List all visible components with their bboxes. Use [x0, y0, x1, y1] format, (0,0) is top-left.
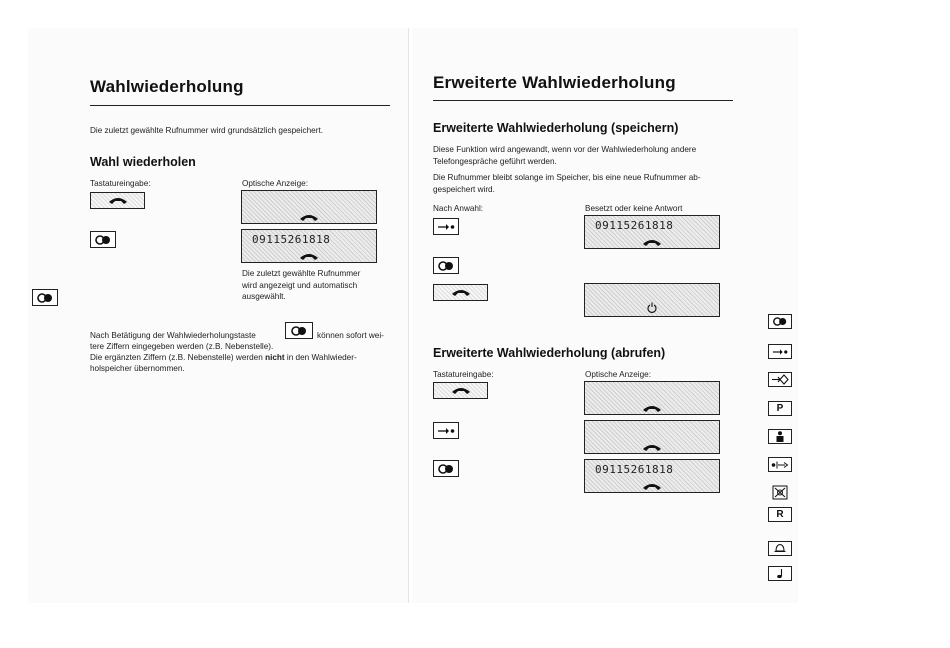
caption — [242, 268, 360, 303]
para-text: holspeicher übernommen. — [90, 364, 185, 373]
title-rule — [433, 100, 733, 101]
margin-r-icon — [768, 507, 792, 522]
inline-redial-key — [285, 322, 313, 339]
display-panel-6 — [584, 420, 720, 454]
display-number: 09115261818 — [595, 463, 674, 476]
left-page — [28, 28, 409, 603]
para-text: Die ergänzten Ziffern (z.B. Nebenstelle) werden — [90, 353, 263, 362]
para-line: Telefongespräche geführt werden. — [433, 156, 557, 166]
margin-person-icon — [768, 429, 792, 444]
label-input: Tastatureingabe: — [433, 370, 494, 379]
redial-key[interactable] — [433, 257, 459, 274]
label-after-dial: Nach Anwahl: — [433, 204, 484, 213]
redial-icon — [437, 261, 455, 271]
s1-paragraph-2 — [433, 172, 701, 195]
para-text — [90, 352, 357, 364]
store-arrow-icon — [437, 223, 455, 231]
handset-icon — [299, 213, 319, 222]
redial-icon — [437, 464, 455, 474]
display-panel-1 — [241, 190, 377, 224]
handset-key[interactable] — [433, 382, 488, 399]
display-panel-2 — [241, 229, 377, 263]
margin-mute-icon — [768, 485, 792, 500]
power-icon — [647, 302, 657, 313]
margin-store-arrow-icon — [768, 344, 792, 359]
margin-bell-icon — [768, 541, 792, 556]
label-display: Optische Anzeige: — [585, 370, 651, 379]
margin-redial-icon — [768, 314, 792, 329]
section2-title: Erweiterte Wahlwiederholung (abrufen) — [433, 346, 666, 360]
handset-key[interactable] — [90, 192, 145, 209]
para-text: tere Ziffern eingegeben werden (z.B. Nebenstelle). — [90, 342, 274, 351]
label-input: Tastatureingabe: — [90, 179, 151, 188]
page-title-right: Erweiterte Wahlwiederholung — [433, 73, 676, 92]
title-rule — [90, 105, 390, 106]
redial-icon — [36, 293, 54, 303]
redial-key[interactable] — [90, 231, 116, 248]
para-text: Nach Betätigung der Wahlwiederholungstaste — [90, 331, 256, 340]
section-title: Wahl wiederholen — [90, 155, 196, 169]
margin-note-icon — [768, 566, 792, 581]
store-key[interactable] — [433, 422, 459, 439]
bell-icon — [773, 543, 787, 554]
handset-icon — [451, 288, 471, 297]
handset-icon — [642, 443, 662, 452]
mute-icon — [772, 485, 788, 500]
forward-icon — [771, 461, 789, 469]
display-number: 09115261818 — [252, 233, 331, 246]
display-panel-7 — [584, 459, 720, 493]
transfer-icon — [771, 374, 789, 385]
r-label: R — [776, 509, 784, 520]
caption-line: ausgewählt. — [242, 292, 286, 301]
para-line: gespeichert wird. — [433, 184, 495, 194]
handset-icon — [451, 386, 471, 395]
display-panel-5 — [584, 381, 720, 415]
note-icon — [775, 568, 785, 579]
store-arrow-icon — [437, 427, 455, 435]
handset-icon — [642, 238, 662, 247]
display-number: 09115261818 — [595, 219, 674, 232]
caption-line: Die zuletzt gewählte Rufnummer — [242, 269, 361, 278]
redial-icon — [94, 235, 112, 245]
label-busy: Besetzt oder keine Antwort — [585, 204, 683, 213]
redial-icon — [290, 326, 308, 336]
display-panel-4 — [584, 283, 720, 317]
caption-line: wird angezeigt und automatisch — [242, 280, 358, 290]
store-arrow-icon — [772, 348, 788, 356]
handset-key[interactable] — [433, 284, 488, 301]
para-bold: nicht — [265, 353, 285, 362]
margin-redial-icon-box — [32, 289, 58, 306]
margin-p-icon — [768, 401, 792, 416]
person-icon — [775, 431, 785, 442]
para-text: können sofort wei- — [317, 331, 384, 340]
store-key[interactable] — [433, 218, 459, 235]
handset-icon — [642, 404, 662, 413]
margin-transfer-icon — [768, 372, 792, 387]
intro-text: Die zuletzt gewählte Rufnummer wird grundsätzlich gespeichert. — [90, 126, 323, 135]
label-display: Optische Anzeige: — [242, 179, 308, 188]
para-text: in den Wahlwieder- — [286, 353, 357, 362]
section1-title: Erweiterte Wahlwiederholung (speichern) — [433, 121, 679, 135]
display-panel-3 — [584, 215, 720, 249]
handset-icon — [299, 252, 319, 261]
handset-icon — [108, 196, 128, 205]
page-title-left: Wahlwiederholung — [90, 77, 244, 96]
s1-paragraph-1 — [433, 144, 696, 167]
handset-icon — [642, 482, 662, 491]
redial-icon — [772, 317, 788, 326]
para-line: Die Rufnummer bleibt solange im Speicher, bis eine neue Rufnummer ab- — [433, 173, 701, 182]
para-line: Diese Funktion wird angewandt, wenn vor der Wahlwiederholung andere — [433, 145, 697, 154]
redial-key[interactable] — [433, 460, 459, 477]
margin-forward-icon — [768, 457, 792, 472]
p-label: P — [776, 403, 784, 414]
